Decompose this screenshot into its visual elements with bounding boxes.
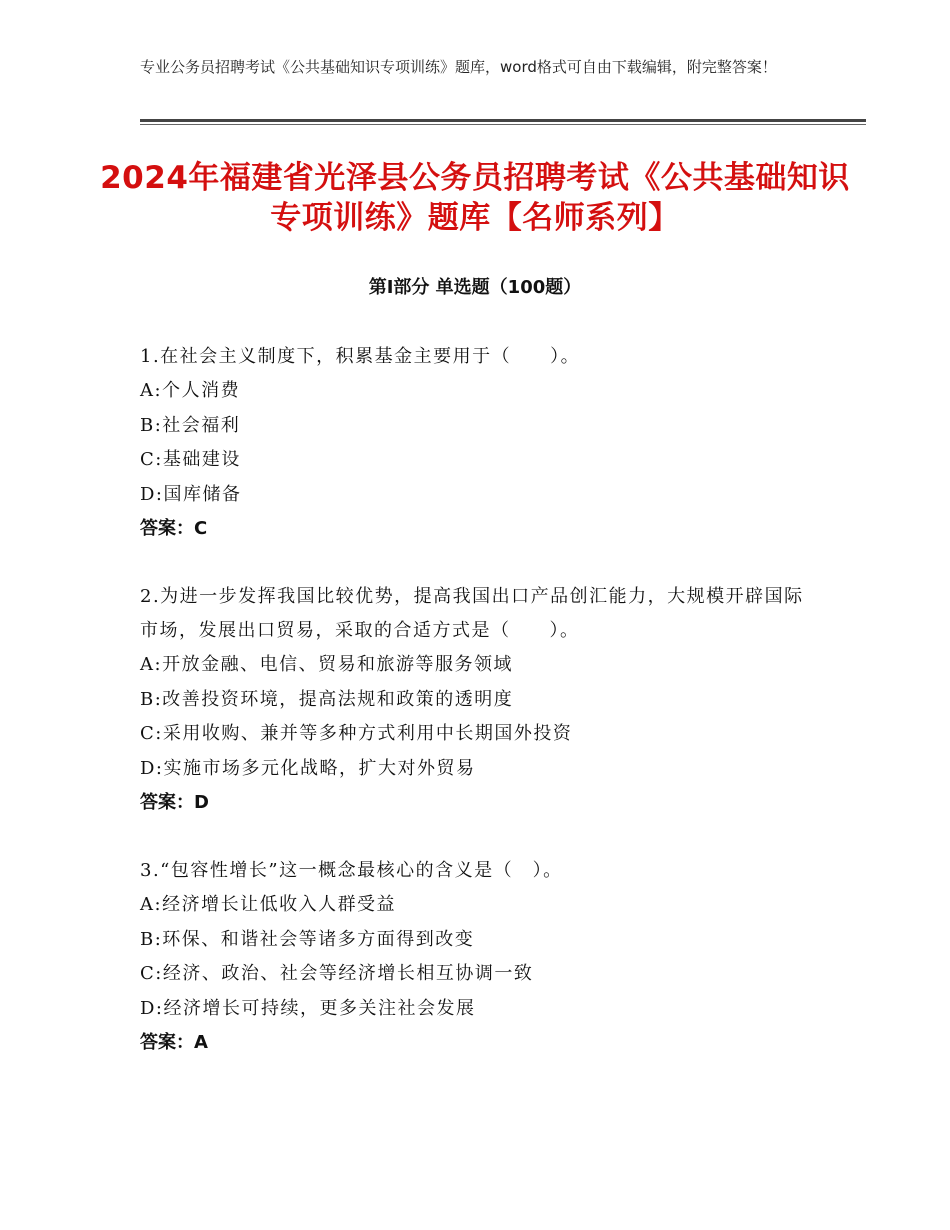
option-b: B:社会福利 [140, 414, 241, 436]
option-d: D:国库储备 [140, 483, 242, 505]
question-stem: 3.“包容性增长”这一概念最核心的含义是（ ）。 [140, 860, 563, 881]
question-stem: 2.为进一步发挥我国比较优势，提高我国出口产品创汇能力，大规模开辟国际市场，发展出口贸易，采取的合适方式是（ ）。 [140, 586, 804, 641]
option-a: A:经济增长让低收入人群受益 [140, 894, 397, 915]
option-b: B:环保、和谐社会等诸多方面得到改变 [140, 928, 475, 950]
question-3 [140, 854, 820, 1060]
answer-label: 答案：A [140, 1032, 208, 1053]
option-d: D:经济增长可持续，更多关注社会发展 [140, 997, 476, 1019]
question-1 [140, 340, 820, 546]
answer-label: 答案：C [140, 518, 208, 539]
document-header-note: 专业公务员招聘考试《公共基础知识专项训练》题库，word格式可自由下载编辑，附完整答案！ [140, 58, 777, 76]
answer-label: 答案：D [140, 792, 209, 813]
option-d: D:实施市场多元化战略，扩大对外贸易 [140, 757, 476, 779]
option-a: A:个人消费 [140, 380, 241, 401]
option-c: C:采用收购、兼并等多种方式利用中长期国外投资 [140, 723, 573, 744]
section-heading: 第Ⅰ部分 单选题（100题） [368, 277, 582, 298]
option-c: C:基础建设 [140, 449, 241, 470]
header-rule-thin [140, 124, 866, 125]
header-rule-thick [140, 119, 866, 122]
question-stem: 1.在社会主义制度下，积累基金主要用于（ ）。 [140, 346, 581, 367]
option-c: C:经济、政治、社会等经济增长相互协调一致 [140, 963, 534, 984]
document-title: 2024年福建省光泽县公务员招聘考试《公共基础知识专项训练》题库【名师系列】 [100, 160, 850, 236]
option-a: A:开放金融、电信、贸易和旅游等服务领域 [140, 654, 514, 675]
question-list [140, 340, 820, 1094]
question-2 [140, 580, 820, 820]
option-b: B:改善投资环境，提高法规和政策的透明度 [140, 688, 514, 710]
